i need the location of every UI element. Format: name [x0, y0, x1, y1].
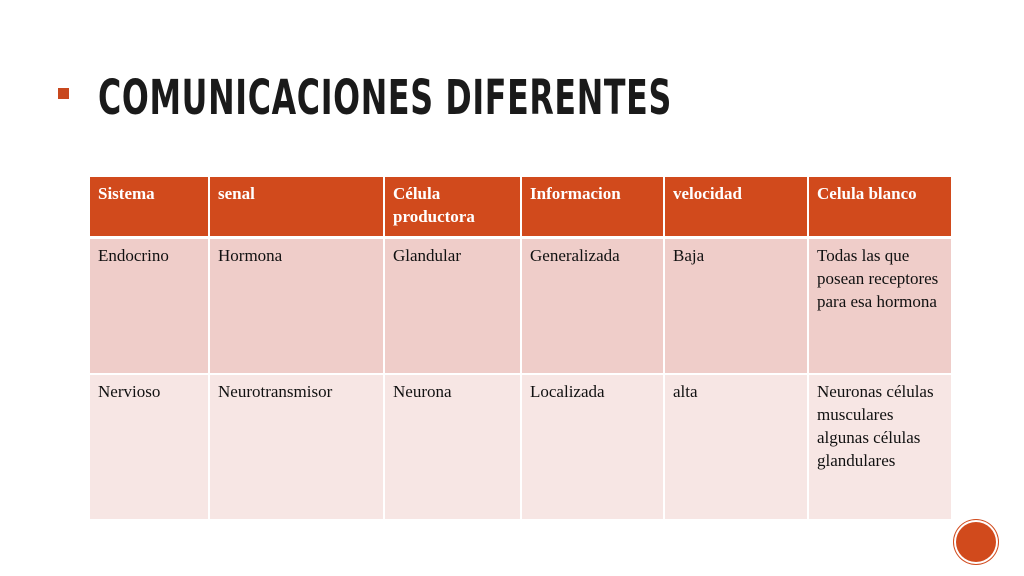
header-cell-senal: senal — [209, 177, 384, 237]
accent-square — [58, 88, 69, 99]
table-cell: Localizada — [521, 374, 664, 519]
table-cell: Neurotransmisor — [209, 374, 384, 519]
header-cell-velocidad: velocidad — [664, 177, 808, 237]
header-cell-sistema: Sistema — [90, 177, 209, 237]
slide-title: COMUNICACIONES DIFERENTES — [98, 70, 672, 126]
table-header-row — [90, 177, 951, 237]
comparison-table — [90, 177, 951, 519]
table-cell: Neuronas células musculares algunas células glandulares — [817, 382, 934, 470]
page-number-badge — [956, 522, 996, 562]
table-cell: Endocrino — [90, 237, 209, 374]
comparison-table-container — [90, 177, 951, 519]
table-cell: Hormona — [209, 237, 384, 374]
table-cell: Neurona — [384, 374, 521, 519]
table-row-nervioso — [90, 374, 951, 519]
header-cell-informacion: Informacion — [521, 177, 664, 237]
table-cell: Baja — [664, 237, 808, 374]
header-cell-celula-blanco: Celula blanco — [808, 177, 951, 237]
header-cell-celula-productora: Célula productora — [384, 177, 521, 237]
table-cell: Glandular — [384, 237, 521, 374]
table-cell: alta — [664, 374, 808, 519]
table-cell: Nervioso — [90, 374, 209, 519]
table-row-endocrino — [90, 237, 951, 374]
table-cell: Todas las que posean receptores para esa hormona — [808, 237, 951, 374]
table-cell: Generalizada — [521, 237, 664, 374]
